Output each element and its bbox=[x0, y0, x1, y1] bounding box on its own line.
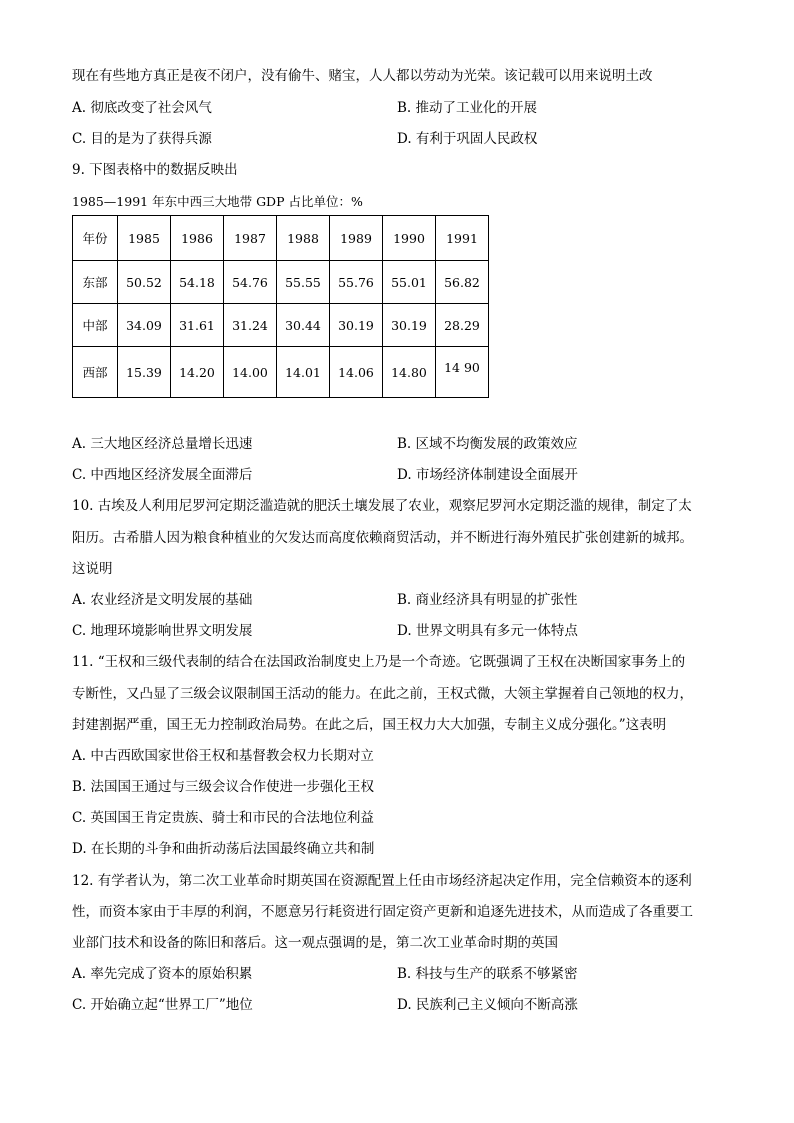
q10-stem-line-1: 10. 古埃及人利用尼罗河定期泛滥造就的肥沃土壤发展了农业，观察尼罗河水定期泛滥的规律，制定了太 bbox=[72, 498, 692, 514]
table-cell: 54.76 bbox=[224, 261, 277, 304]
q11-stem-line-1: 11. “王权和三级代表制的结合在法国政治制度史上乃是一个奇迹。它既强调了王权在决断国家事务上的 bbox=[72, 654, 686, 670]
q11-option-d: D. 在长期的斗争和曲折动荡后法国最终确立共和制 bbox=[72, 841, 375, 857]
q9-option-b: B. 区域不均衡发展的政策效应 bbox=[397, 436, 578, 452]
q10-option-d: D. 世界文明具有多元一体特点 bbox=[397, 623, 578, 639]
q11-stem-line-3: 封建割据严重，国王无力控制政治局势。在此之后，国王权力大大加强，专制主义成分强化。”这表明 bbox=[72, 717, 667, 733]
q10-option-b: B. 商业经济具有明显的扩张性 bbox=[397, 592, 578, 608]
year-header: 1991 bbox=[436, 216, 489, 261]
q8-option-c: C. 目的是为了获得兵源 bbox=[72, 131, 212, 147]
table-cell: 55.76 bbox=[330, 261, 383, 304]
table-cell: 14.20 bbox=[171, 347, 224, 398]
table-cell: 31.61 bbox=[171, 304, 224, 347]
table-cell: 50.52 bbox=[118, 261, 171, 304]
year-header: 1986 bbox=[171, 216, 224, 261]
table-cell: 30.19 bbox=[383, 304, 436, 347]
q11-option-c: C. 英国国王肯定贵族、骑士和市民的合法地位利益 bbox=[72, 810, 374, 826]
region-label-west: 西部 bbox=[73, 347, 118, 398]
table-corner-cell: 年份 bbox=[73, 216, 118, 261]
table-row bbox=[73, 304, 489, 347]
q10-stem-line-3: 这说明 bbox=[72, 561, 113, 577]
q9-table-caption: 1985—1991 年东中西三大地带 GDP 占比单位：% bbox=[72, 194, 363, 209]
table-cell: 34.09 bbox=[118, 304, 171, 347]
table-cell: 28.29 bbox=[436, 304, 489, 347]
q9-stem: 9. 下图表格中的数据反映出 bbox=[72, 162, 238, 178]
region-label-east: 东部 bbox=[73, 261, 118, 304]
table-cell: 55.55 bbox=[277, 261, 330, 304]
table-cell bbox=[436, 347, 489, 398]
table-cell: 31.24 bbox=[224, 304, 277, 347]
table-cell: 14.80 bbox=[383, 347, 436, 398]
q12-option-b: B. 科技与生产的联系不够紧密 bbox=[397, 966, 578, 982]
q10-option-a: A. 农业经济是文明发展的基础 bbox=[72, 592, 253, 608]
table-cell: 30.19 bbox=[330, 304, 383, 347]
q10-stem-line-2: 阳历。古希腊人因为粮食种植业的欠发达而高度依赖商贸活动，并不断进行海外殖民扩张创建新的城邦。 bbox=[72, 530, 693, 546]
region-label-central: 中部 bbox=[73, 304, 118, 347]
q8-option-a: A. 彻底改变了社会风气 bbox=[72, 100, 212, 116]
table-cell: 56.82 bbox=[436, 261, 489, 304]
q8-option-b: B. 推动了工业化的开展 bbox=[397, 100, 538, 116]
q9-option-a: A. 三大地区经济总量增长迅速 bbox=[72, 436, 253, 452]
gdp-share-table bbox=[72, 215, 489, 398]
q11-option-a: A. 中古西欧国家世俗王权和基督教会权力长期对立 bbox=[72, 748, 374, 764]
q12-stem-line-2: 性，而资本家由于丰厚的利润，不愿意另行耗资进行固定资产更新和追逐先进技术，从而造成了各重要工 bbox=[72, 904, 693, 920]
q12-option-c: C. 开始确立起“世界工厂”地位 bbox=[72, 997, 253, 1013]
table-row bbox=[73, 347, 489, 398]
table-cell: 14.06 bbox=[330, 347, 383, 398]
year-header: 1988 bbox=[277, 216, 330, 261]
table-row bbox=[73, 261, 489, 304]
table-header-row bbox=[73, 216, 489, 261]
q12-stem-line-1: 12. 有学者认为，第二次工业革命时期英国在资源配置上任由市场经济起决定作用，完全信赖资本的逐利 bbox=[72, 873, 692, 889]
q12-option-d: D. 民族利己主义倾向不断高涨 bbox=[397, 997, 578, 1013]
table-cell: 14.01 bbox=[277, 347, 330, 398]
q11-option-b: B. 法国国王通过与三级会议合作使进一步强化王权 bbox=[72, 779, 375, 795]
q9-option-d: D. 市场经济体制建设全面展开 bbox=[397, 467, 578, 483]
year-header: 1985 bbox=[118, 216, 171, 261]
q9-option-c: C. 中西地区经济发展全面滞后 bbox=[72, 467, 253, 483]
table-cell: 54.18 bbox=[171, 261, 224, 304]
q12-option-a: A. 率先完成了资本的原始积累 bbox=[72, 966, 253, 982]
table-cell: 15.39 bbox=[118, 347, 171, 398]
q8-option-d: D. 有利于巩固人民政权 bbox=[397, 131, 538, 147]
table-cell: 14.00 bbox=[224, 347, 277, 398]
table-cell-text: 14 90 bbox=[444, 359, 480, 375]
year-header: 1990 bbox=[383, 216, 436, 261]
q8-stem-tail: 现在有些地方真正是夜不闭户，没有偷牛、赌宝，人人都以劳动为光荣。该记载可以用来说明土改 bbox=[72, 68, 653, 84]
year-header: 1987 bbox=[224, 216, 277, 261]
q10-option-c: C. 地理环境影响世界文明发展 bbox=[72, 623, 253, 639]
q11-stem-line-2: 专断性，又凸显了三级会议限制国王活动的能力。在此之前，王权式微，大领主掌握着自己领地的权力， bbox=[72, 686, 693, 702]
table-cell: 30.44 bbox=[277, 304, 330, 347]
q12-stem-line-3: 业部门技术和设备的陈旧和落后。这一观点强调的是，第二次工业革命时期的英国 bbox=[72, 935, 558, 951]
table-cell: 55.01 bbox=[383, 261, 436, 304]
year-header: 1989 bbox=[330, 216, 383, 261]
